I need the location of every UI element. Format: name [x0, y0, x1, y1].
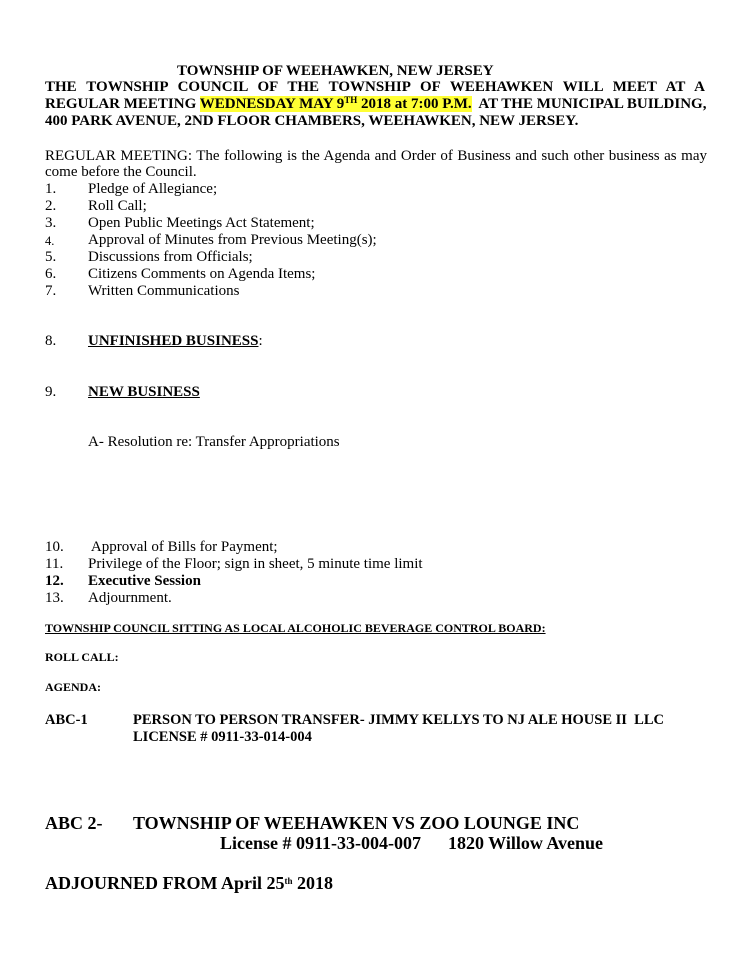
agenda-label: AGENDA:	[45, 680, 101, 694]
agenda-item-number: 3.	[45, 215, 57, 231]
abc2-label: ABC 2-	[45, 813, 103, 833]
intro-line2: come before the Council.	[45, 164, 197, 180]
agenda-item-text: Approval of Bills for Payment;	[88, 539, 278, 555]
agenda-item-text: Discussions from Officials;	[88, 249, 253, 265]
meeting-date-highlight	[200, 96, 472, 112]
agenda-item-text: Adjournment.	[88, 590, 172, 606]
agenda-item-text: Written Communications	[88, 283, 240, 299]
agenda-item-text: Privilege of the Floor; sign in sheet, 5 minute time limit	[88, 556, 423, 572]
meeting-time: 2018 at 7:00 P.M.	[357, 96, 472, 112]
agenda-item-number: 5.	[45, 249, 57, 265]
agenda-item-number: 2.	[45, 198, 57, 214]
meeting-notice-line2	[45, 95, 706, 113]
new-business-heading: NEW BUSINESS	[88, 384, 200, 400]
agenda-item-number: 12.	[45, 573, 64, 589]
agenda-item-number: 9.	[45, 384, 57, 400]
abc1-transfer-line: PERSON TO PERSON TRANSFER- JIMMY KELLYS TO NJ ALE HOUSE II LLC	[133, 712, 664, 728]
adjourned-year: 2018	[292, 873, 334, 893]
adjourned-note	[45, 873, 333, 894]
abc-board-heading: TOWNSHIP COUNCIL SITTING AS LOCAL ALCOHOLIC BEVERAGE CONTROL BOARD:	[45, 621, 546, 635]
agenda-item-text: Roll Call;	[88, 198, 147, 214]
agenda-item-number: 6.	[45, 266, 57, 282]
unfinished-business-heading	[88, 333, 263, 350]
unfinished-business-label: UNFINISHED BUSINESS	[88, 333, 259, 349]
abc2-license-line: License # 0911-33-004-007 1820 Willow Avenue	[220, 833, 604, 853]
agenda-item-number: 7.	[45, 283, 57, 299]
agenda-item-number: 10.	[45, 539, 64, 555]
agenda-item-number: 8.	[45, 333, 57, 349]
intro-line1: REGULAR MEETING: The following is the Agenda and Order of Business and such other business as may	[45, 148, 707, 164]
agenda-item-text: Citizens Comments on Agenda Items;	[88, 266, 316, 282]
meeting-notice-prefix: REGULAR MEETING	[45, 96, 200, 112]
unfinished-business-colon: :	[258, 333, 263, 349]
abc1-license-line: LICENSE # 0911-33-014-004	[133, 729, 312, 745]
agenda-item-number: 13.	[45, 590, 64, 606]
agenda-item-text: Open Public Meetings Act Statement;	[88, 215, 315, 231]
agenda-item-text: Pledge of Allegiance;	[88, 181, 218, 197]
meeting-location-start: AT THE MUNICIPAL BUILDING,	[471, 96, 707, 112]
agenda-item-number: 4.	[45, 234, 55, 248]
meeting-date-suffix: TH	[344, 95, 358, 105]
abc2-case-line: TOWNSHIP OF WEEHAWKEN VS ZOO LOUNGE INC	[133, 813, 580, 833]
executive-session-item: Executive Session	[88, 573, 201, 589]
agenda-item-number: 1.	[45, 181, 57, 197]
meeting-notice-line3: 400 PARK AVENUE, 2ND FLOOR CHAMBERS, WEEHAWKEN, NEW JERSEY.	[45, 113, 579, 129]
roll-call-label: ROLL CALL:	[45, 650, 119, 664]
abc1-label: ABC-1	[45, 712, 88, 728]
adjourned-text: ADJOURNED FROM April 25	[45, 873, 285, 893]
agenda-item-text: Approval of Minutes from Previous Meeting(s);	[88, 232, 377, 248]
agenda-item-number: 11.	[45, 556, 64, 572]
meeting-date: WEDNESDAY MAY 9	[199, 96, 345, 112]
township-heading: TOWNSHIP OF WEEHAWKEN, NEW JERSEY	[177, 63, 494, 79]
meeting-notice-line1: THE TOWNSHIP COUNCIL OF THE TOWNSHIP OF WEEHAWKEN WILL MEET AT A	[45, 79, 705, 95]
adjourned-date-suffix: th	[284, 876, 293, 886]
new-business-item-a: A- Resolution re: Transfer Appropriations	[88, 434, 340, 450]
